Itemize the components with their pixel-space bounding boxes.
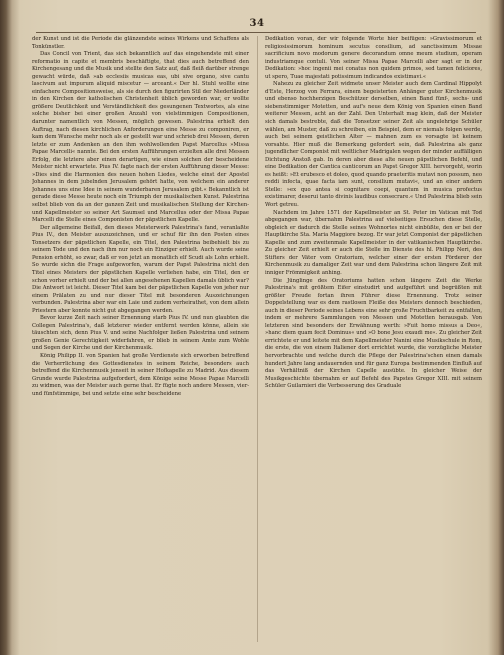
- paragraph: Bevor kurze Zeit nach seiner Ernennung starb Pius IV. und nun glaubten die Collegen Palestrina's, daß letzterer wieder entfernt werden könne, allein sie täuschten sich, denn Pius V. und seine Nachfolger ließen Palestrina und seinem großen Genie Gerechtigkeit widerfahren, er blieb in seinem Amte zum Wohle und Segen der Kirche und der Kirchenmusik.: [32, 315, 249, 352]
- header-rule: [36, 32, 476, 33]
- paragraph: Dedikation voran, der wir folgende Worte hier beifügen: »Gravissimorum et religiosissimorum hominum secutus consilium, ad sanctissimum Missae sacrificium novo modorum genere decorandum omne meum studium, operam industriamque contuli. Von seiner Missa Papae Marcelli aber sagt er in der Dedikation: »hoc ingenii mei conatus non quidem primos, sed tamen feliciores, ut spero, Tuae majestati potissimum indicandos existimavi.«: [265, 36, 482, 80]
- paragraph: Der allgemeine Beifall, den dieses Meisterwerk Palestrina's fand, veranlaßte Pius IV., den Meister auszuzeichnen, und er schuf für ihn den Posten eines Tonsetzers der päpstlichen Kapelle, ein Titel, den Palestrina beibehielt bis zu seinem Tode und den nach ihm nur noch ein Einziger erhielt. Auch wurde seine Pension erhöht, so zwar, daß er von jetzt an monatlich elf Scudi als Lohn erhielt. So wurde sichn die Frage aufgeworfen, warum der Papst Palestrina nicht den Titel eines Meisters der päpstlichen Kapelle verliehen habe, ein Titel, den er schon vorher erhielt und der bei allen angesehenen Kapellen damals üblich war? Die Antwort ist leicht. Dieser Titel kam bei der päpstlichen Kapelle von jeher nur einem Prälaten zu und nur dieser Titel mit besonderen Auszeichnungen verbunden. Palestrina aber war ein Laie und zudem verheirathet, von dem allein Priestern aber konnte nicht gut abgegangen werden.: [32, 224, 249, 314]
- paragraph: Das Concil von Trient, das sich bekanntlich auf das eingehendste mit einer reformatio in capite et membris beschäftigte, that dies auch betreffend den Kirchengesang und die Musik und stellte den Satz auf, daß fleiß darüber strenge gewacht würde, daß »ab ecclesiis musicas eas, ubi sive organo, sive cantu lascivum aut impurum aliquid miscetur — arceant.« Der hl. Stuhl wollte eine einfachere Compositionsweise, als sie durch den figurirten Stil der Niederländer in den Kirchen der katholischen Christenheit üblich geworden war, er wollte größere Deutlichkeit und Verständlichkeit des gesungenen Textwortes, als eine solche bisher bei einer großen Anzahl von vielstimmigen Compositionen, darunter namentlich von Messen, möglich gewesen. Palestrina erhielt den Auftrag, nach diesen kirchlichen Anforderungen eine Messe zu componiren, er kam dem Wunsche mehr noch als er gestellt war und schrieb drei Messen, deren letzte er zum Andenken an den ihm wohlwollenden Papst Marcellus »Missa Papae Marcelli« nannte. Bei den ersten Aufführungen erzielten alle drei Messen Erfolg, die letztere aber einen derartigen, wie einen solchen der bescheidene Meister nicht erwartete. Pius IV. fagte nach der ersten Aufführung dieser Messe: »Dies sind die Harmonien des neuen hohen Liedes, welche einst der Apostel Johannes in dem jubelnden Jerusalem gehört hatte, von welchem ein anderer Johannes uns eine Idee in seinem wunderbaren Jerusalem gibt.« Bekanntlich ist gerade diese Messe heute noch ein Triumph der musikalischen Kunst. Palestrina selbst blieb von da an der ganzen Zeit und musikalischen Stellung der Kirchen- und Kapellmeister so seiner Art Saumsel und Marcellus oder der Missa Papae Marcelli die Stelle eines Componisten der päpstlichen Kapelle.: [32, 51, 249, 224]
- left-text-column: [32, 36, 249, 646]
- paragraph: der Kunst und ist die Periode die glänzendste seines Wirkens und Schaffens als Tonkünstler.: [32, 36, 249, 50]
- book-page: [26, 18, 488, 648]
- page-number: 34: [249, 18, 265, 29]
- paragraph: König Philipp II. von Spanien hat große Verdienste sich erworben betreffend die Verherrlichung des Gottesdienstes in seinem Reiche, besonders auch betreffend die Kirchenmusik jenseit in seiner Hofkapelle zu Madrid. Aus diesem Grunde wurde Palestrina aufgefordert, dem Könige seine Messe Papae Marcelli zu widmen, was der Meister auch gerne that. Er fügte noch andere Messen, vier- und fünfstimmige, bei und setzte eine sehr bescheidene: [32, 352, 249, 397]
- paragraph: Nahezu zu gleicher Zeit widmete unser Meister auch dem Cardinal Hippolyt d'Este, Herzog von Ferrara, einem begeisterten Anhänger guter Kirchenmusik und ebenso hochherzigen Beschützer derselben, einen Band fünf-, sechs- und siebenstimmiger Motetten, und auf's neue dem König von Spanien einen Band weiterer Messen, acht an der Zahl. Den Unterhalt mag klein, daß der Meister sich damals bestrebte, daß die Tonsetzer seiner Zeit als ungelehrige Schüler wählen, am Muster, daß zu schreiben, ein Beispiel, dem er niemals folgen werde, auch bei seinem geistlichen Alter — mahnen zum es vorsagte ist keinem vorsahte. Hier muß die Bemerkung gefordert sein, daß Palestrina als ganz jugendlicher Componist mit weltlicher Madrigalen wegen der minder auffälligen Dichtung Anstoß gab. In deren aber diese alte neuen päpstlichen Befehl, und eine Dedikation der Cantica canticorum an Papst Gregor XIII. hervorgeht, worin es heißt: »Et erubesco et doleo, quod quando praeteritis mutavi non possum, neo reddi infecta, quae facta iam sunt, consilium mutavi«, und an einer andern Stelle: »ex quo antea si cognitare coepi, quantum in musica profectus existimarer, deserui tanto divinis laudibus consecrare.« Und Palestrina blieb sein Wort getreu.: [265, 81, 482, 209]
- paragraph: Die Jünglinge des Oratoriums hatten schon längere Zeit die Werke Palestrina's mit größtem Eifer einstudirt und aufgeführt und begrüßten mit größter Freude fortan ihren Führer diese Ernennung. Trotz seiner Doppelstellung war es dem rastlosen Fleiße des Meisters dennoch beschieden, auch in dieser Periode seines Lebens eine sehr große Fruchtbarkeit zu entfalten, indem er mehrere Sammlungen von Messen und Motetten herausgab. Von letzteren sind besonders der Erwähnung werth: »Fuit homo missus a Deo«, »hanc diem quam fecit Dominus« und »O bone Jesu exaudi me«. Zu gleicher Zeit errichtete er und leitete mit dem Kapellmeister Nanini eine Musikschule in Rom, die erste, die von einem Italiener dort errichtet wurde, die vorzügliche Meister hervorbrachte und welche durch die Pflege der Palestrina'schen einen damals hundert Jahre lang andauernden und für ganz Europa bestimmenden Einfluß auf das Verhältniß der Kirchen Capelle ausübte. In gleicher Weise der Musikgeschichte übernahm er auf Befehl des Papstes Gregor XIII. mit seinem Schüler Guilarnieri die Verbesserung des Graduale: [265, 277, 482, 390]
- paragraph: Nachdem im Jahre 1571 der Kapellmeister an St. Peter im Vatican mit Tod abgegangen war, übernahm Palestrina auf vielseitiges Ersuchen diese Stelle, obgleich er dadurch die Stelle seines Wohnortes nicht einbüßte, den er bei der Hauptkirche Sta. Maria Maggiore bezog. Er war jetzt Componist der päpstlichen Kapelle und zum zweitenmale Kapellmeister in der vatikanischen Hauptkirche. Zu gleicher Zeit erhielt er auch die Stelle im Dienste des hl. Philipp Neri, des Stifters der Väter vom Oratorium, welcher einer der ersten Förderer der Kirchenmusik zu damaliger Zeit war und dem Palestrina schon längere Zeit mit inniger Frömmigkeit anhing.: [265, 209, 482, 276]
- column-divider: [257, 36, 258, 642]
- right-text-column: [265, 36, 482, 646]
